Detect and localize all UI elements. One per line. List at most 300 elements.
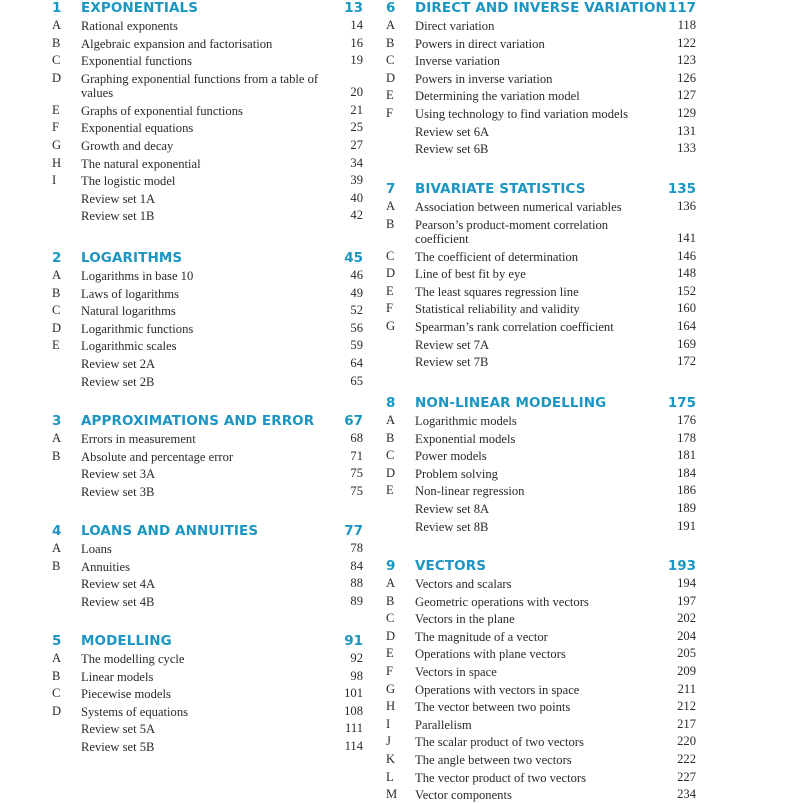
- section-letter: A: [52, 651, 62, 665]
- section-entry[interactable]: [386, 698, 696, 716]
- section-title: Review set 1B: [81, 209, 155, 224]
- section-page-number: 122: [677, 35, 696, 50]
- section-entry[interactable]: [52, 540, 363, 558]
- section-letter: J: [386, 734, 391, 749]
- chapter-title: DIRECT AND INVERSE VARIATION: [415, 0, 667, 16]
- section-title: Review set 1A: [81, 191, 156, 206]
- section-letter: D: [386, 266, 396, 281]
- section-title: Loans: [81, 542, 112, 556]
- section-letter: F: [386, 301, 394, 316]
- section-page-number: 71: [350, 448, 363, 463]
- section-page-number: 75: [350, 483, 363, 498]
- section-letter: A: [386, 576, 396, 590]
- chapter-title: VECTORS: [415, 558, 487, 574]
- chapter-title: MODELLING: [81, 633, 172, 649]
- section-title: Vectors in space: [415, 664, 497, 679]
- section-page-number: 65: [350, 373, 363, 388]
- section-title: Review set 7A: [415, 337, 490, 352]
- section-page-number: 160: [677, 301, 696, 316]
- section-entry[interactable]: [52, 668, 363, 686]
- section-title: Exponential functions: [81, 54, 192, 69]
- section-letter: D: [386, 628, 396, 643]
- section-title: Growth and decay: [81, 138, 174, 153]
- review-set-entry[interactable]: [52, 575, 363, 593]
- section-title: Operations with vectors in space: [415, 682, 580, 697]
- section-entry[interactable]: [52, 285, 363, 303]
- review-set-entry[interactable]: [52, 207, 363, 225]
- section-entry[interactable]: [386, 645, 696, 663]
- section-title: Logarithmic models: [415, 414, 517, 428]
- chapter-heading[interactable]: [52, 0, 363, 17]
- section-letter: A: [52, 268, 62, 282]
- section-title: The modelling cycle: [81, 652, 185, 666]
- section-title: Review set 8B: [415, 519, 489, 534]
- chapter-heading[interactable]: [52, 250, 363, 267]
- section-entry[interactable]: [386, 17, 696, 35]
- section-title: Parallelism: [415, 717, 472, 732]
- section-title: Operations with plane vectors: [415, 647, 566, 662]
- section-title: Powers in direct variation: [415, 36, 545, 51]
- section-entry[interactable]: [386, 681, 696, 699]
- section-title: Piecewise models: [81, 687, 171, 702]
- chapter-number: 6: [386, 0, 396, 16]
- section-letter: G: [52, 137, 62, 152]
- section-title: Problem solving: [415, 466, 498, 481]
- section-page-number: 101: [344, 686, 363, 701]
- section-entry[interactable]: [52, 703, 363, 721]
- section-title: The coefficient of determination: [415, 249, 579, 264]
- section-entry[interactable]: [386, 628, 696, 646]
- section-letter: C: [386, 448, 395, 463]
- section-title: Logarithmic functions: [81, 321, 194, 336]
- section-title: The natural exponential: [81, 156, 201, 171]
- section-page-number: 59: [350, 338, 363, 353]
- section-entry[interactable]: [386, 265, 696, 283]
- chapter-heading[interactable]: [386, 0, 696, 17]
- section-letter: A: [52, 541, 62, 555]
- section-page-number: 34: [350, 155, 363, 170]
- chapter-title: APPROXIMATIONS AND ERROR: [81, 413, 315, 429]
- section-entry[interactable]: [52, 337, 363, 355]
- chapter-title: NON-LINEAR MODELLING: [415, 395, 607, 411]
- section-letter: D: [52, 70, 62, 85]
- section-entry[interactable]: [386, 751, 696, 769]
- section-page-number: 209: [677, 663, 696, 678]
- section-page-number: 204: [677, 628, 696, 643]
- section-title: Pearson’s product-moment correlation coefficient: [415, 217, 609, 246]
- section-letter: E: [52, 102, 60, 117]
- section-title: Vectors and scalars: [415, 577, 512, 591]
- section-title: Determining the variation model: [415, 89, 580, 104]
- section-page-number: 136: [677, 199, 696, 213]
- review-set-entry[interactable]: [386, 336, 696, 354]
- chapter-page-number: 91: [344, 633, 363, 649]
- section-letter: K: [386, 751, 396, 766]
- section-entry[interactable]: [386, 610, 696, 628]
- section-letter: H: [52, 155, 62, 170]
- section-page-number: 75: [350, 466, 363, 481]
- chapter-block: [52, 413, 363, 500]
- section-letter: C: [52, 686, 61, 701]
- section-letter: B: [52, 668, 61, 683]
- section-page-number: 131: [677, 123, 696, 138]
- section-title: The angle between two vectors: [415, 752, 572, 767]
- section-page-number: 212: [677, 699, 696, 714]
- section-letter: B: [52, 558, 61, 573]
- section-title: Logarithms in base 10: [81, 269, 194, 283]
- section-page-number: 39: [350, 173, 363, 188]
- section-page-number: 220: [677, 734, 696, 749]
- section-entry[interactable]: [386, 465, 696, 483]
- section-entry[interactable]: [52, 430, 363, 448]
- chapter-number: 4: [52, 523, 62, 539]
- section-letter: E: [386, 88, 394, 103]
- chapter-title: LOANS AND ANNUITIES: [81, 523, 259, 539]
- review-set-entry[interactable]: [52, 483, 363, 501]
- section-entry[interactable]: [52, 70, 363, 102]
- chapter-block: [52, 250, 363, 390]
- section-page-number: 20: [350, 84, 363, 99]
- section-title: The scalar product of two vectors: [415, 735, 584, 750]
- section-letter: I: [52, 173, 57, 188]
- chapter-number: 3: [52, 413, 62, 429]
- section-title: Absolute and percentage error: [81, 449, 234, 464]
- section-page-number: 129: [677, 105, 696, 120]
- section-title: The least squares regression line: [415, 284, 579, 299]
- section-letter: A: [52, 18, 62, 32]
- section-title: Graphing exponential functions from a table of values: [81, 71, 319, 100]
- chapter-block: [386, 181, 696, 371]
- section-title: Review set 3A: [81, 467, 156, 482]
- chapter-heading[interactable]: [52, 523, 363, 540]
- section-entry[interactable]: [386, 300, 696, 318]
- section-entry[interactable]: [386, 87, 696, 105]
- review-set-entry[interactable]: [386, 353, 696, 371]
- section-entry[interactable]: [386, 318, 696, 336]
- section-entry[interactable]: [52, 302, 363, 320]
- section-title: Vectors in the plane: [415, 612, 515, 627]
- chapter-block: [386, 558, 696, 804]
- section-title: Exponential models: [415, 431, 516, 446]
- section-page-number: 78: [350, 541, 363, 555]
- section-page-number: 178: [677, 430, 696, 445]
- section-entry[interactable]: [52, 172, 363, 190]
- section-page-number: 148: [677, 266, 696, 281]
- chapter-block: [52, 0, 363, 225]
- section-page-number: 42: [350, 208, 363, 223]
- chapter-heading[interactable]: [386, 181, 696, 198]
- section-entry[interactable]: [52, 102, 363, 120]
- section-page-number: 46: [350, 268, 363, 282]
- section-entry[interactable]: [386, 447, 696, 465]
- section-page-number: 202: [677, 611, 696, 626]
- chapter-number: 7: [386, 181, 396, 197]
- section-page-number: 89: [350, 593, 363, 608]
- section-letter: A: [386, 18, 396, 32]
- section-letter: D: [52, 320, 62, 335]
- section-letter: B: [52, 448, 61, 463]
- chapter-block: [52, 633, 363, 756]
- section-letter: F: [386, 105, 394, 120]
- section-entry[interactable]: [386, 283, 696, 301]
- section-page-number: 127: [677, 88, 696, 103]
- section-page-number: 56: [350, 320, 363, 335]
- section-title: Errors in measurement: [81, 432, 196, 446]
- review-set-entry[interactable]: [52, 373, 363, 391]
- section-title: Systems of equations: [81, 704, 189, 719]
- section-letter: E: [386, 283, 394, 298]
- section-page-number: 222: [677, 751, 696, 766]
- section-page-number: 108: [344, 703, 363, 718]
- section-page-number: 205: [677, 646, 696, 661]
- section-entry[interactable]: [52, 558, 363, 576]
- section-entry[interactable]: [386, 716, 696, 734]
- section-letter: A: [386, 413, 396, 427]
- section-entry[interactable]: [386, 412, 696, 430]
- chapter-number: 2: [52, 250, 62, 266]
- section-entry[interactable]: [52, 650, 363, 668]
- section-page-number: 40: [350, 190, 363, 205]
- section-page-number: 164: [677, 318, 696, 333]
- section-title: Review set 7B: [415, 355, 489, 370]
- section-letter: B: [386, 430, 395, 445]
- section-title: Powers in inverse variation: [415, 71, 553, 86]
- section-page-number: 21: [350, 102, 363, 117]
- section-page-number: 88: [350, 576, 363, 591]
- section-title: Association between numerical variables: [415, 200, 622, 214]
- review-set-entry[interactable]: [52, 355, 363, 373]
- section-title: Statistical reliability and validity: [415, 302, 580, 317]
- section-entry[interactable]: [386, 430, 696, 448]
- section-letter: D: [386, 465, 396, 480]
- section-page-number: 133: [677, 141, 696, 156]
- section-title: Geometric operations with vectors: [415, 594, 589, 609]
- section-page-number: 123: [677, 53, 696, 68]
- section-title: Line of best fit by eye: [415, 267, 526, 282]
- chapter-heading[interactable]: [52, 413, 363, 430]
- section-title: Review set 5B: [81, 739, 155, 754]
- chapter-heading[interactable]: [386, 558, 696, 575]
- section-page-number: 211: [677, 681, 696, 696]
- section-letter: M: [386, 787, 398, 802]
- section-title: Review set 6B: [415, 142, 489, 157]
- section-letter: I: [386, 716, 391, 731]
- section-entry[interactable]: [52, 320, 363, 338]
- review-set-entry[interactable]: [52, 720, 363, 738]
- review-set-entry[interactable]: [386, 123, 696, 141]
- chapter-block: [386, 395, 696, 535]
- section-entry[interactable]: [386, 216, 696, 248]
- section-letter: L: [386, 769, 394, 784]
- chapter-title: LOGARITHMS: [81, 250, 183, 266]
- section-letter: E: [386, 646, 394, 661]
- section-title: Logarithmic scales: [81, 339, 177, 354]
- section-letter: F: [52, 120, 60, 135]
- chapter-page-number: 67: [344, 413, 363, 429]
- section-page-number: 19: [350, 53, 363, 68]
- section-title: Power models: [415, 449, 487, 464]
- section-title: Natural logarithms: [81, 304, 176, 319]
- section-page-number: 217: [677, 716, 696, 731]
- section-entry[interactable]: [386, 105, 696, 123]
- section-title: Graphs of exponential functions: [81, 103, 243, 118]
- review-set-entry[interactable]: [52, 593, 363, 611]
- section-page-number: 146: [677, 248, 696, 263]
- section-letter: A: [52, 431, 62, 445]
- section-entry[interactable]: [386, 663, 696, 681]
- review-set-entry[interactable]: [386, 500, 696, 518]
- section-page-number: 92: [350, 651, 363, 665]
- section-letter: D: [386, 70, 396, 85]
- section-title: Review set 4A: [81, 577, 156, 592]
- section-title: Review set 4B: [81, 594, 155, 609]
- section-letter: B: [386, 35, 395, 50]
- chapter-page-number: 135: [667, 181, 696, 197]
- section-title: Algebraic expansion and factorisation: [81, 36, 273, 51]
- section-title: Using technology to find variation models: [415, 106, 629, 121]
- section-letter: B: [52, 285, 61, 300]
- section-title: Direct variation: [415, 19, 495, 33]
- chapter-page-number: 45: [344, 250, 363, 266]
- section-page-number: 184: [677, 465, 696, 480]
- chapter-number: 5: [52, 633, 62, 649]
- chapter-heading[interactable]: [52, 633, 363, 650]
- section-title: Rational exponents: [81, 19, 178, 33]
- chapter-page-number: 117: [667, 0, 696, 16]
- section-page-number: 52: [350, 303, 363, 318]
- section-page-number: 114: [344, 738, 363, 753]
- section-page-number: 25: [350, 120, 363, 135]
- review-set-entry[interactable]: [386, 518, 696, 536]
- section-entry[interactable]: [386, 786, 696, 804]
- section-title: Review set 3B: [81, 484, 155, 499]
- section-entry[interactable]: [52, 137, 363, 155]
- section-page-number: 16: [350, 35, 363, 50]
- section-entry[interactable]: [386, 248, 696, 266]
- section-entry[interactable]: [52, 155, 363, 173]
- section-title: Laws of logarithms: [81, 286, 179, 301]
- section-entry[interactable]: [386, 52, 696, 70]
- section-entry[interactable]: [386, 575, 696, 593]
- section-title: The logistic model: [81, 174, 176, 189]
- section-page-number: 169: [677, 336, 696, 351]
- section-entry[interactable]: [386, 593, 696, 611]
- section-page-number: 68: [350, 431, 363, 445]
- section-entry[interactable]: [52, 267, 363, 285]
- review-set-entry[interactable]: [52, 190, 363, 208]
- section-title: Review set 2B: [81, 374, 155, 389]
- section-entry[interactable]: [52, 17, 363, 35]
- section-letter: B: [386, 216, 395, 231]
- section-letter: C: [386, 248, 395, 263]
- section-page-number: 191: [677, 518, 696, 533]
- section-entry[interactable]: [386, 769, 696, 787]
- section-page-number: 234: [677, 787, 696, 802]
- section-page-number: 227: [677, 769, 696, 784]
- review-set-entry[interactable]: [386, 140, 696, 158]
- section-page-number: 14: [350, 18, 363, 32]
- section-entry[interactable]: [386, 482, 696, 500]
- chapter-block: [386, 0, 696, 158]
- section-page-number: 98: [350, 668, 363, 683]
- section-page-number: 64: [350, 355, 363, 370]
- section-letter: C: [386, 53, 395, 68]
- section-page-number: 186: [677, 483, 696, 498]
- chapter-title: EXPONENTIALS: [81, 0, 199, 16]
- chapter-number: 1: [52, 0, 62, 16]
- section-page-number: 27: [350, 137, 363, 152]
- section-title: The vector between two points: [415, 700, 571, 715]
- section-entry[interactable]: [52, 52, 363, 70]
- section-entry[interactable]: [386, 70, 696, 88]
- chapter-page-number: 77: [344, 523, 363, 539]
- section-entry[interactable]: [386, 733, 696, 751]
- section-page-number: 84: [350, 558, 363, 573]
- section-letter: C: [52, 303, 61, 318]
- section-letter: D: [52, 703, 62, 718]
- section-page-number: 126: [677, 70, 696, 85]
- section-entry[interactable]: [386, 35, 696, 53]
- chapter-page-number: 13: [344, 0, 363, 16]
- section-title: Review set 5A: [81, 722, 156, 737]
- section-entry[interactable]: [386, 198, 696, 216]
- section-letter: E: [52, 338, 60, 353]
- section-page-number: 118: [677, 18, 696, 32]
- review-set-entry[interactable]: [52, 738, 363, 756]
- section-page-number: 176: [677, 413, 696, 427]
- section-letter: F: [386, 663, 394, 678]
- section-page-number: 141: [677, 230, 696, 245]
- section-title: Linear models: [81, 669, 154, 684]
- section-page-number: 152: [677, 283, 696, 298]
- section-letter: B: [52, 35, 61, 50]
- section-title: Review set 2A: [81, 356, 156, 371]
- section-page-number: 189: [677, 500, 696, 515]
- chapter-heading[interactable]: [386, 395, 696, 412]
- chapter-number: 8: [386, 395, 396, 411]
- section-title: Vector components: [415, 788, 512, 803]
- section-page-number: 49: [350, 285, 363, 300]
- review-set-entry[interactable]: [52, 465, 363, 483]
- section-entry[interactable]: [52, 448, 363, 466]
- section-title: Non-linear regression: [415, 484, 525, 499]
- section-page-number: 194: [677, 576, 696, 590]
- section-title: Annuities: [81, 559, 130, 574]
- chapter-page-number: 193: [667, 558, 696, 574]
- section-title: Exponential equations: [81, 121, 194, 136]
- section-entry[interactable]: [52, 35, 363, 53]
- section-entry[interactable]: [52, 685, 363, 703]
- section-title: Review set 6A: [415, 124, 490, 139]
- section-page-number: 172: [677, 354, 696, 369]
- section-entry[interactable]: [52, 119, 363, 137]
- section-letter: B: [386, 593, 395, 608]
- section-title: The vector product of two vectors: [415, 770, 587, 785]
- section-letter: G: [386, 681, 396, 696]
- section-letter: A: [386, 199, 396, 213]
- section-letter: C: [52, 53, 61, 68]
- section-page-number: 181: [677, 448, 696, 463]
- section-letter: H: [386, 699, 396, 714]
- section-letter: E: [386, 483, 394, 498]
- chapter-number: 9: [386, 558, 396, 574]
- chapter-block: [52, 523, 363, 610]
- section-page-number: 111: [345, 721, 363, 736]
- section-title: Spearman’s rank correlation coefficient: [415, 319, 614, 334]
- section-title: Inverse variation: [415, 54, 500, 69]
- chapter-page-number: 175: [667, 395, 696, 411]
- chapter-title: BIVARIATE STATISTICS: [415, 181, 586, 197]
